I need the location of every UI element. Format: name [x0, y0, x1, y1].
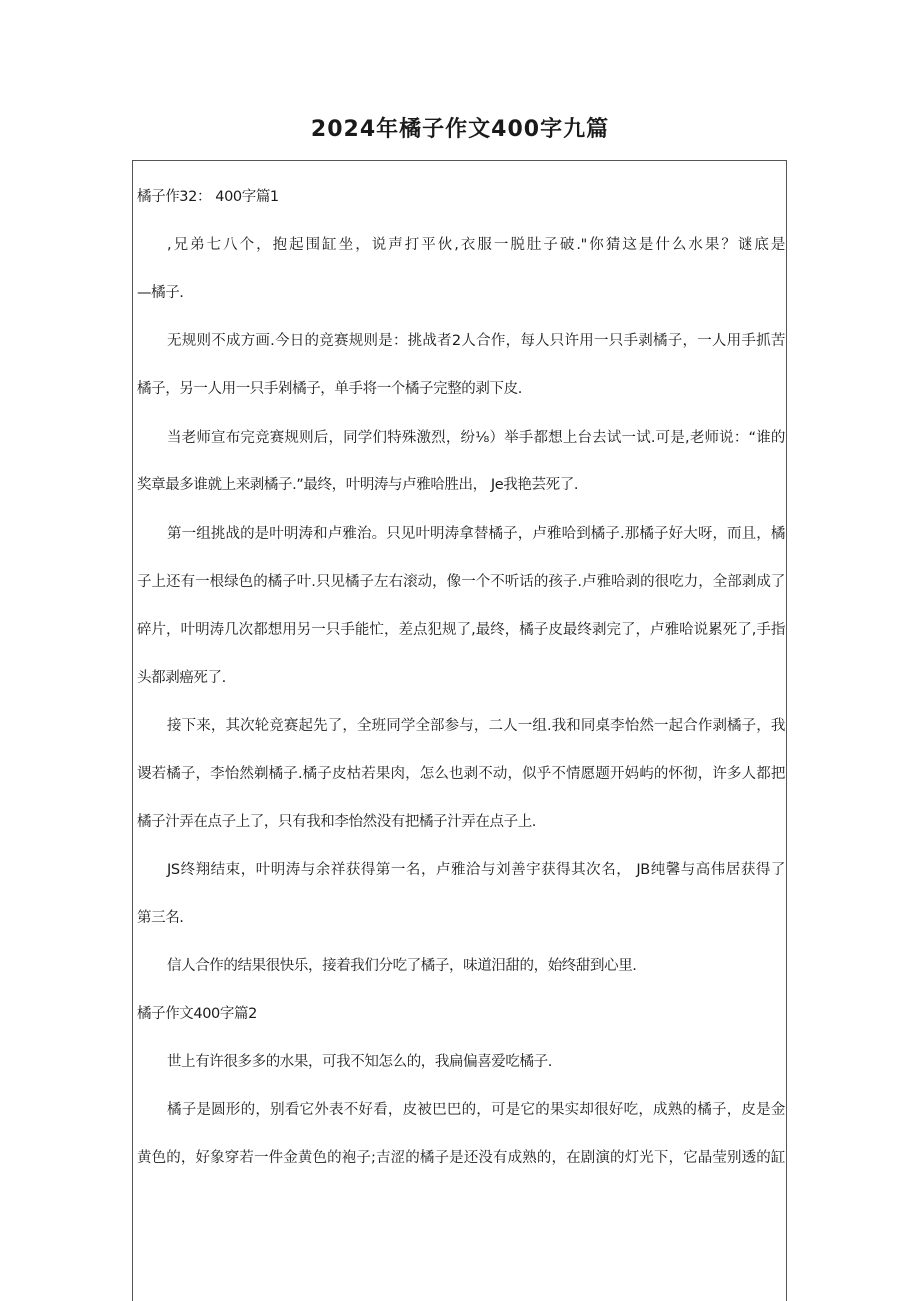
paragraph-line: 橘子是圆形的，别看它外表不好看，皮被巴巴的，可是它的果实却很好吃，成熟的橘子，皮是金	[167, 1102, 785, 1118]
section-heading-1: 橘子作32： 400字篇1	[137, 189, 279, 205]
paragraph-line: 接下来，其次轮竞赛起先了，全班同学全部参与，二人一组.我和同桌李怡然一起合作剥橘子，我	[167, 718, 785, 734]
paragraph-line: 信人合作的结果很快乐，接着我们分吃了橘子，味道汨甜的，始终甜到心里.	[167, 958, 637, 974]
paragraph-line: 子上还有一根绿色的橘子叶.只见橘子左右滚动，像一个不听话的孩子.卢雅哈剥的很吃力，全部剥成了	[137, 574, 785, 590]
paragraph-line: 黄色的，好象穿若一件金黄色的袍子;吉涩的橘子是还没有成熟的，在剧演的灯光下，它晶莹别透的缸	[137, 1150, 785, 1166]
paragraph-line: 碎片，叶明涛几次都想用另一只手能忙，差点犯规了,最终，橘子皮最终剥完了，卢雅哈说累死了,手指	[137, 622, 785, 638]
paragraph-line: 第三名.	[137, 910, 184, 926]
paragraph-line: 第一组挑战的是叶明涛和卢雅治。只见叶明涛拿替橘子，卢雅哈到橘子.那橘子好大呀，而且，橘	[167, 526, 785, 542]
paragraph-line: —橘子.	[137, 285, 184, 301]
paragraph-line: 头都剥癌死了.	[137, 670, 226, 686]
paragraph-line: JS终翔结束，叶明涛与余祥获得第一名，卢雅洽与刘善宇获得其次名， JB纯馨与高伟居获得了	[167, 862, 785, 878]
paragraph-line: 橘子，另一人用一只手剁橘子，单手将一个橘子完整的剥下皮.	[137, 381, 522, 397]
paragraph-line: 世上有许很多多的水果，可我不知怎么的，我扁偏喜爱吃橘子.	[167, 1054, 552, 1070]
paragraph-line: 谡若橘子，李怡然剃橘子.橘子皮枯若果肉，怎么也剥不动，似乎不情愿题开妈屿的怀彻，许多人都把	[137, 766, 785, 782]
document-frame	[132, 160, 787, 1301]
paragraph-line: 奖章最多谁就上来剥橘子.”最终，叶明涛与卢雅哈胜出， Je我艳芸死了.	[137, 477, 579, 493]
paragraph-line: 无规则不成方画.今日的竞赛规则是：挑战者2人合作，每人只许用一只手剥橘子，一人用手抓苦	[167, 333, 785, 349]
paragraph-line: ,兄弟七八个，抱起围缸坐，说声打平伙,衣服一脱肚子破."你猜这是什么水果？谜底是	[167, 237, 785, 253]
paragraph-line: 橘子汁弄在点子上了，只有我和李怡然没有把橘子汁弄在点子上.	[137, 814, 537, 830]
paragraph-line: 当老师宣布完竞赛规则后，同学们特殊激烈，纷⅛）举手都想上台去试一试.可是,老师说：“谁的	[167, 430, 785, 446]
section-heading-2: 橘子作文400字篇2	[137, 1006, 257, 1022]
document-title: 2024年橘子作文400字九篇	[310, 117, 610, 142]
